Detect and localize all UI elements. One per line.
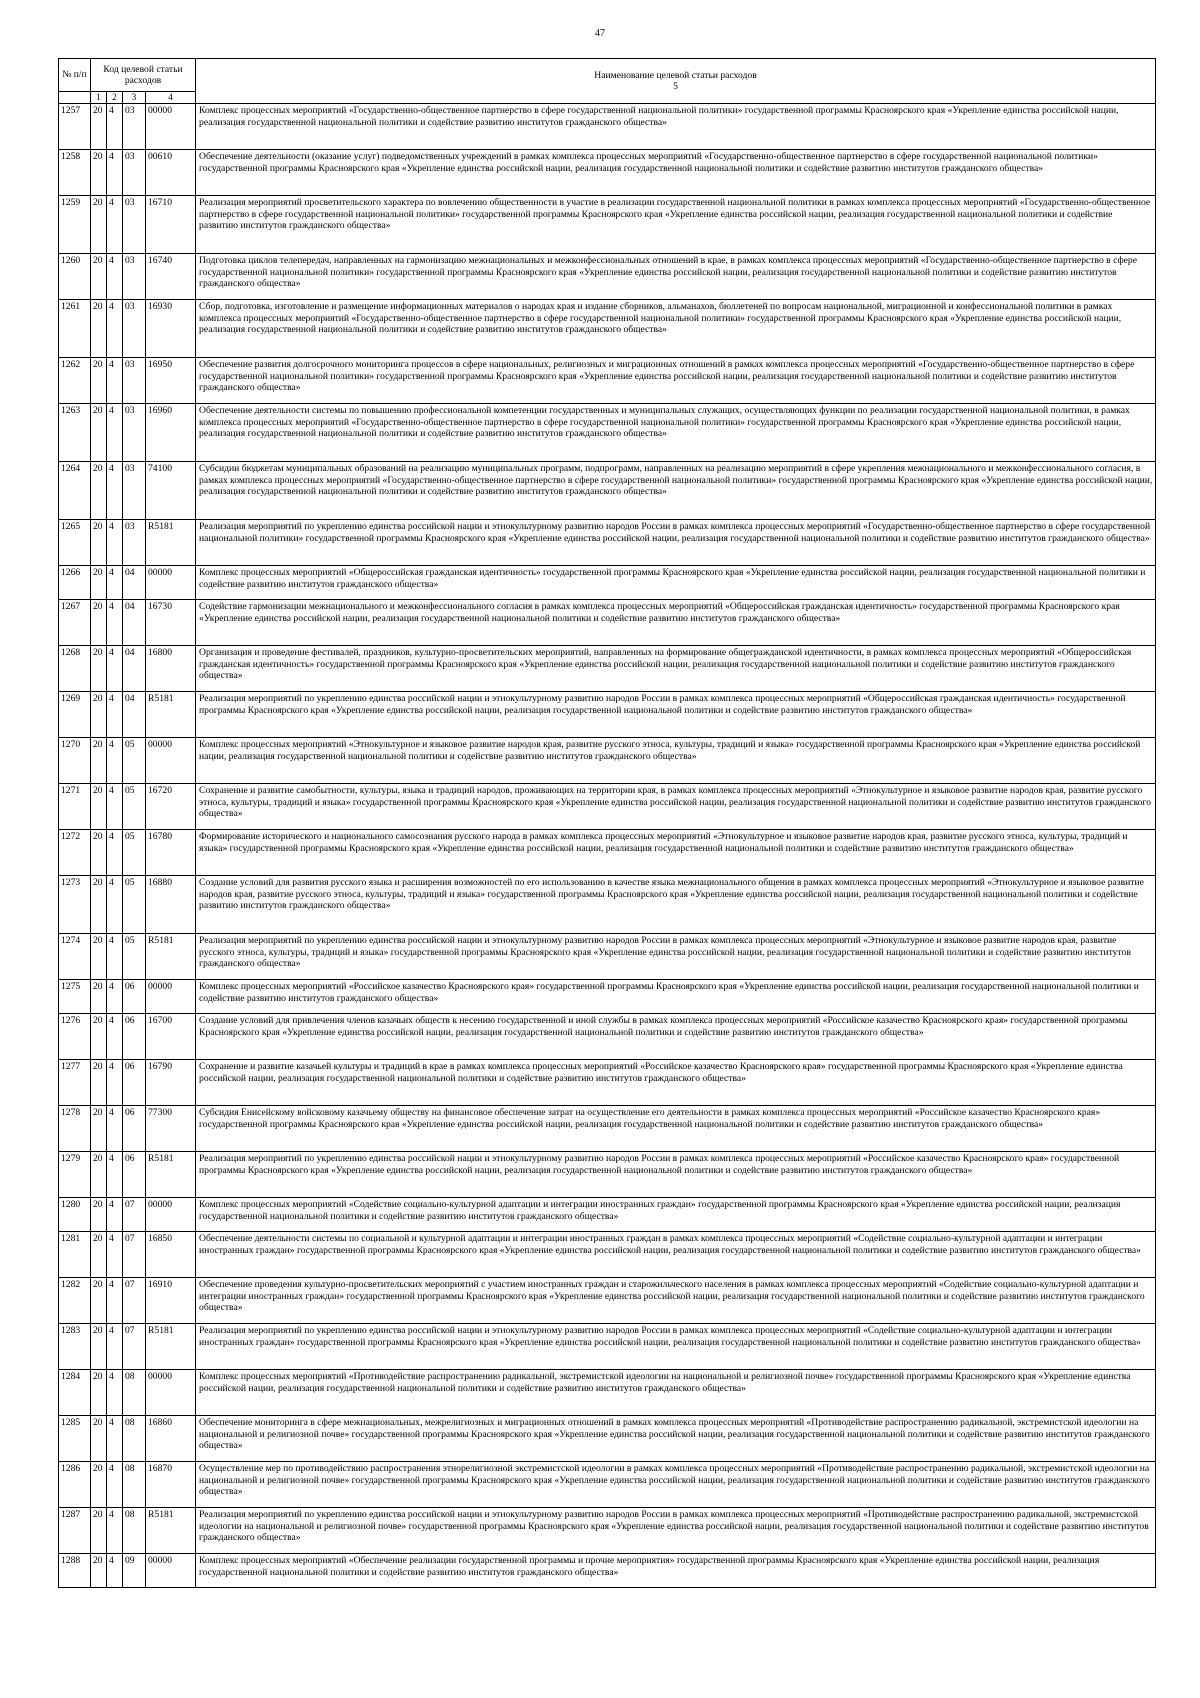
column-header-name <box>196 59 1156 104</box>
row-number: 1276 <box>59 1014 91 1060</box>
table-row <box>59 404 1156 462</box>
code-part-3: 07 <box>123 1198 146 1232</box>
row-number: 1278 <box>59 1106 91 1152</box>
item-description: Реализация мероприятий по укреплению единства российской нации и этнокультурному развитию народов России в рамках комплекса процессных мероприятий «Государственно-общественное партнерство в сфере государственной национальной политики» государственной программы Красноярского края «Укрепление единства российской нации, реализация государственной национальной политики и содействие развитию институтов гражданского общества» <box>196 520 1156 566</box>
code-part-4: 00000 <box>146 1198 196 1232</box>
code-part-2: 4 <box>107 462 123 520</box>
row-number: 1272 <box>59 830 91 876</box>
item-description: Субсидия Енисейскому войсковому казачьему обществу на финансовое обеспечение затрат на осуществление его деятельности в рамках комплекса процессных мероприятий «Российское казачество Красноярского края» государственной программы Красноярского края «Укрепление единства российской нации, реализация государственной национальной политики и содействие развитию институтов гражданского общества» <box>196 1106 1156 1152</box>
code-part-2: 4 <box>107 1508 123 1554</box>
code-part-1: 20 <box>91 1152 107 1198</box>
code-part-3: 05 <box>123 784 146 830</box>
column-number-4: 4 <box>146 92 196 104</box>
table-row <box>59 1370 1156 1416</box>
row-number: 1281 <box>59 1232 91 1278</box>
code-part-3: 03 <box>123 462 146 520</box>
column-header-code: Код целевой статьи расходов <box>91 59 196 92</box>
code-part-4: R5181 <box>146 1152 196 1198</box>
code-part-3: 04 <box>123 600 146 646</box>
code-part-3: 05 <box>123 876 146 934</box>
code-part-1: 20 <box>91 1060 107 1106</box>
code-part-1: 20 <box>91 1508 107 1554</box>
row-number: 1267 <box>59 600 91 646</box>
table-header-row <box>59 59 1156 92</box>
code-part-3: 08 <box>123 1416 146 1462</box>
code-part-4: 16930 <box>146 300 196 358</box>
column-number-2: 2 <box>107 92 123 104</box>
code-part-1: 20 <box>91 566 107 600</box>
code-part-1: 20 <box>91 520 107 566</box>
code-part-4: 16700 <box>146 1014 196 1060</box>
code-part-3: 05 <box>123 830 146 876</box>
table-row <box>59 358 1156 404</box>
table-row <box>59 254 1156 300</box>
row-number: 1260 <box>59 254 91 300</box>
item-description: Реализация мероприятий по укреплению единства российской нации и этнокультурному развитию народов России в рамках комплекса процессных мероприятий «Российское казачество Красноярского края» государственной программы Красноярского края «Укрепление единства российской нации, реализация государственной национальной политики и содействие развитию институтов гражданского общества» <box>196 1152 1156 1198</box>
column-header-number: № п/п <box>59 59 91 92</box>
code-part-3: 06 <box>123 1060 146 1106</box>
code-part-1: 20 <box>91 404 107 462</box>
row-number: 1268 <box>59 646 91 692</box>
code-part-4: R5181 <box>146 1508 196 1554</box>
row-number: 1262 <box>59 358 91 404</box>
code-part-4: 16710 <box>146 196 196 254</box>
code-part-4: 16850 <box>146 1232 196 1278</box>
code-part-1: 20 <box>91 738 107 784</box>
row-number: 1283 <box>59 1324 91 1370</box>
code-part-4: 00000 <box>146 104 196 150</box>
row-number: 1274 <box>59 934 91 980</box>
row-number: 1277 <box>59 1060 91 1106</box>
code-part-1: 20 <box>91 692 107 738</box>
item-description: Создание условий для привлечения членов казачьих обществ к несению государственной и иной службы в рамках комплекса процессных мероприятий «Российское казачество Красноярского края» государственной программы Красноярского края «Укрепление единства российской нации, реализация государственной национальной политики и содействие развитию институтов гражданского общества» <box>196 1014 1156 1060</box>
code-part-1: 20 <box>91 1324 107 1370</box>
item-description: Обеспечение деятельности системы по повышению профессиональной компетенции государственных и муниципальных служащих, осуществляющих функции по реализации государственной национальной политики, в рамках комплекса процессных мероприятий «Государственно-общественное партнерство в сфере государственной национальной политики» государственной программы Красноярского края «Укрепление единства российской нации, реализация государственной национальной политики и содействие развитию институтов гражданского общества» <box>196 404 1156 462</box>
code-part-3: 05 <box>123 934 146 980</box>
table-row <box>59 1554 1156 1588</box>
page-number: 47 <box>595 28 605 39</box>
code-part-2: 4 <box>107 104 123 150</box>
column-number-5: 5 <box>673 81 678 92</box>
code-part-1: 20 <box>91 1198 107 1232</box>
code-part-1: 20 <box>91 358 107 404</box>
code-part-1: 20 <box>91 1416 107 1462</box>
item-description: Обеспечение развития долгосрочного мониторинга процессов в сфере национальных, религиозных и миграционных отношений в рамках комплекса процессных мероприятий «Государственно-общественное партнерство в сфере государственной национальной политики» государственной программы Красноярского края «Укрепление единства российской нации, реализация государственной национальной политики и содействие развитию институтов гражданского общества» <box>196 358 1156 404</box>
table-row <box>59 980 1156 1014</box>
code-part-3: 06 <box>123 980 146 1014</box>
row-number: 1273 <box>59 876 91 934</box>
code-part-1: 20 <box>91 646 107 692</box>
code-part-3: 07 <box>123 1232 146 1278</box>
code-part-1: 20 <box>91 254 107 300</box>
table-row <box>59 1106 1156 1152</box>
item-description: Обеспечение мониторинга в сфере межнациональных, межрелигиозных и миграционных отношений в рамках комплекса процессных мероприятий «Противодействие распространению радикальной, экстремистской идеологии на национальной и религиозной почве» государственной программы Красноярского края «Укрепление единства российской нации, реализация государственной национальной политики и содействие развитию институтов гражданского общества» <box>196 1416 1156 1462</box>
column-number-3: 3 <box>123 92 146 104</box>
code-part-4: 00000 <box>146 1370 196 1416</box>
table-body <box>59 104 1156 1588</box>
code-part-2: 4 <box>107 150 123 196</box>
code-part-2: 4 <box>107 934 123 980</box>
code-part-2: 4 <box>107 646 123 692</box>
item-description: Создание условий для развития русского языка и расширения возможностей по его использованию в качестве языка межнационального общения в рамках комплекса процессных мероприятий «Этнокультурное и языковое развитие народов края, развитие русского этноса, культуры, традиций и языка» государственной программы Красноярского края «Укрепление единства российской нации, реализация государственной национальной политики и содействие развитию институтов гражданского общества» <box>196 876 1156 934</box>
code-part-2: 4 <box>107 600 123 646</box>
code-part-2: 4 <box>107 830 123 876</box>
code-part-3: 07 <box>123 1278 146 1324</box>
row-number: 1286 <box>59 1462 91 1508</box>
row-number: 1265 <box>59 520 91 566</box>
code-part-3: 08 <box>123 1370 146 1416</box>
table-row <box>59 1014 1156 1060</box>
code-part-3: 04 <box>123 566 146 600</box>
code-part-1: 20 <box>91 1106 107 1152</box>
code-part-2: 4 <box>107 1014 123 1060</box>
table-row <box>59 738 1156 784</box>
code-part-2: 4 <box>107 196 123 254</box>
table-row <box>59 1508 1156 1554</box>
code-part-2: 4 <box>107 300 123 358</box>
code-part-1: 20 <box>91 300 107 358</box>
code-part-4: 16740 <box>146 254 196 300</box>
code-part-2: 4 <box>107 692 123 738</box>
table-row <box>59 692 1156 738</box>
item-description: Обеспечение проведения культурно-просветительских мероприятий с участием иностранных граждан и старожильческого населения в рамках комплекса процессных мероприятий «Содействие социально-культурной адаптации и интеграции иностранных граждан» государственной программы Красноярского края «Укрепление единства российской нации, реализация государственной национальной политики и содействие развитию институтов гражданского общества» <box>196 1278 1156 1324</box>
code-part-3: 06 <box>123 1106 146 1152</box>
code-part-3: 03 <box>123 254 146 300</box>
table-row <box>59 300 1156 358</box>
code-part-2: 4 <box>107 520 123 566</box>
table-row <box>59 150 1156 196</box>
code-part-4: 00000 <box>146 566 196 600</box>
code-part-3: 07 <box>123 1324 146 1370</box>
code-part-2: 4 <box>107 404 123 462</box>
code-part-2: 4 <box>107 1106 123 1152</box>
code-part-4: 16950 <box>146 358 196 404</box>
table-row <box>59 520 1156 566</box>
code-part-1: 20 <box>91 1278 107 1324</box>
code-part-2: 4 <box>107 980 123 1014</box>
item-description: Реализация мероприятий по укреплению единства российской нации и этнокультурному развитию народов России в рамках комплекса процессных мероприятий «Содействие социально-культурной адаптации и интеграции иностранных граждан» государственной программы Красноярского края «Укрепление единства российской нации, реализация государственной национальной политики и содействие развитию институтов гражданского общества» <box>196 1324 1156 1370</box>
code-part-2: 4 <box>107 1060 123 1106</box>
item-description: Комплекс процессных мероприятий «Обеспечение реализации государственной программы и прочие мероприятия» государственной программы Красноярского края «Укрепление единства российской нации, реализация государственной национальной политики и содействие развитию институтов гражданского общества» <box>196 1554 1156 1588</box>
code-part-4: 74100 <box>146 462 196 520</box>
code-part-1: 20 <box>91 1370 107 1416</box>
code-part-3: 03 <box>123 358 146 404</box>
code-part-1: 20 <box>91 934 107 980</box>
item-description: Обеспечение деятельности (оказание услуг) подведомственных учреждений в рамках комплекса процессных мероприятий «Государственно-общественное партнерство в сфере государственной национальной политики» государственной программы Красноярского края «Укрепление единства российской нации, реализация государственной национальной политики и содействие развитию институтов гражданского общества» <box>196 150 1156 196</box>
code-part-1: 20 <box>91 1462 107 1508</box>
row-number: 1282 <box>59 1278 91 1324</box>
code-part-4: 00000 <box>146 738 196 784</box>
code-part-1: 20 <box>91 784 107 830</box>
row-number: 1271 <box>59 784 91 830</box>
code-part-4: 16780 <box>146 830 196 876</box>
row-number: 1270 <box>59 738 91 784</box>
item-description: Сбор, подготовка, изготовление и размещение информационных материалов о народах края и издание сборников, альманахов, бюллетеней по вопросам национальной, миграционной и конфессиональной политики в рамках комплекса процессных мероприятий «Государственно-общественное партнерство в сфере государственной национальной политики» государственной программы Красноярского края «Укрепление единства российской нации, реализация государственной национальной политики и содействие развитию институтов гражданского общества» <box>196 300 1156 358</box>
code-part-3: 05 <box>123 738 146 784</box>
code-part-1: 20 <box>91 876 107 934</box>
table-row <box>59 784 1156 830</box>
code-part-2: 4 <box>107 1198 123 1232</box>
row-number: 1259 <box>59 196 91 254</box>
table-row <box>59 1324 1156 1370</box>
table-row <box>59 646 1156 692</box>
code-part-4: 16910 <box>146 1278 196 1324</box>
code-part-1: 20 <box>91 1014 107 1060</box>
code-part-2: 4 <box>107 1324 123 1370</box>
table-row <box>59 1060 1156 1106</box>
code-part-4: 16720 <box>146 784 196 830</box>
item-description: Комплекс процессных мероприятий «Общероссийская гражданская идентичность» государственной программы Красноярского края «Укрепление единства российской нации, реализация государственной национальной политики и содействие развитию институтов гражданского общества» <box>196 566 1156 600</box>
code-part-3: 04 <box>123 692 146 738</box>
item-description: Комплекс процессных мероприятий «Противодействие распространению радикальной, экстремистской идеологии на национальной и религиозной почве» государственной программы Красноярского края «Укрепление единства российской нации, реализация государственной национальной политики и содействие развитию институтов гражданского общества» <box>196 1370 1156 1416</box>
code-part-2: 4 <box>107 738 123 784</box>
row-number: 1263 <box>59 404 91 462</box>
code-part-4: 00000 <box>146 1554 196 1588</box>
code-part-4: 77300 <box>146 1106 196 1152</box>
item-description: Сохранение и развитие самобытности, культуры, языка и традиций народов, проживающих на территории края, в рамках комплекса процессных мероприятий «Этнокультурное и языковое развитие народов края, развитие русского этноса, культуры, традиций и языка» государственной программы Красноярского края «Укрепление единства российской нации, реализация государственной национальной политики и содействие развитию институтов гражданского общества» <box>196 784 1156 830</box>
column-number-1: 1 <box>91 92 107 104</box>
item-description: Комплекс процессных мероприятий «Государственно-общественное партнерство в сфере государственной национальной политики» государственной программы Красноярского края «Укрепление единства российской нации, реализация государственной национальной политики и содействие развитию институтов гражданского общества» <box>196 104 1156 150</box>
code-part-4: 16960 <box>146 404 196 462</box>
code-part-2: 4 <box>107 1278 123 1324</box>
item-description: Подготовка циклов телепередач, направленных на гармонизацию межнациональных и межконфессиональных отношений в крае, в рамках комплекса процессных мероприятий «Государственно-общественное партнерство в сфере государственной национальной политики» государственной программы Красноярского края «Укрепление единства российской нации, реализация государственной национальной политики и содействие развитию институтов гражданского общества» <box>196 254 1156 300</box>
code-part-1: 20 <box>91 196 107 254</box>
table-row <box>59 1232 1156 1278</box>
table-row <box>59 1416 1156 1462</box>
item-description: Реализация мероприятий по укреплению единства российской нации и этнокультурному развитию народов России в рамках комплекса процессных мероприятий «Общероссийская гражданская идентичность» государственной программы Красноярского края «Укрепление единства российской нации, реализация государственной национальной политики и содействие развитию институтов гражданского общества» <box>196 692 1156 738</box>
code-part-3: 03 <box>123 196 146 254</box>
table-row <box>59 1152 1156 1198</box>
table-row <box>59 600 1156 646</box>
code-part-2: 4 <box>107 1370 123 1416</box>
item-description: Обеспечение деятельности системы по социальной и культурной адаптации и интеграции иностранных граждан в рамках комплекса процессных мероприятий «Содействие социально-культурной адаптации и интеграции иностранных граждан» государственной программы Красноярского края «Укрепление единства российской нации, реализация государственной национальной политики и содействие развитию институтов гражданского общества» <box>196 1232 1156 1278</box>
code-part-4: 00610 <box>146 150 196 196</box>
item-description: Осуществление мер по противодействию распространения этнорелигиозной экстремистской идеологии в рамках комплекса процессных мероприятий «Противодействие распространению радикальной, экстремистской идеологии на национальной и религиозной почве» государственной программы Красноярского края «Укрепление единства российской нации, реализация государственной национальной политики и содействие развитию институтов гражданского общества» <box>196 1462 1156 1508</box>
code-part-1: 20 <box>91 830 107 876</box>
code-part-2: 4 <box>107 1232 123 1278</box>
row-number: 1285 <box>59 1416 91 1462</box>
code-part-4: 00000 <box>146 980 196 1014</box>
column-header-name-text: Наименование целевой статьи расходов <box>594 69 757 81</box>
row-number: 1279 <box>59 1152 91 1198</box>
code-part-2: 4 <box>107 1554 123 1588</box>
code-part-3: 03 <box>123 404 146 462</box>
code-part-3: 06 <box>123 1014 146 1060</box>
item-description: Реализация мероприятий по укреплению единства российской нации и этнокультурному развитию народов России в рамках комплекса процессных мероприятий «Этнокультурное и языковое развитие народов края, развитие русского этноса, культуры, традиций и языка» государственной программы Красноярского края «Укрепление единства российской нации, реализация государственной национальной политики и содействие развитию институтов гражданского общества» <box>196 934 1156 980</box>
code-part-4: 16880 <box>146 876 196 934</box>
code-part-3: 08 <box>123 1508 146 1554</box>
code-part-3: 08 <box>123 1462 146 1508</box>
item-description: Субсидии бюджетам муниципальных образований на реализацию муниципальных программ, подпрограмм, направленных на реализацию мероприятий в сфере укрепления межнационального и межконфессионального согласия, в рамках комплекса процессных мероприятий «Государственно-общественное партнерство в сфере государственной национальной политики» государственной программы Красноярского края «Укрепление единства российской нации, реализация государственной национальной политики и содействие развитию институтов гражданского общества» <box>196 462 1156 520</box>
code-part-3: 04 <box>123 646 146 692</box>
code-part-1: 20 <box>91 1232 107 1278</box>
code-part-3: 03 <box>123 300 146 358</box>
code-part-4: R5181 <box>146 1324 196 1370</box>
item-description: Комплекс процессных мероприятий «Содействие социально-культурной адаптации и интеграции иностранных граждан» государственной программы Красноярского края «Укрепление единства российской нации, реализация государственной национальной политики и содействие развитию институтов гражданского общества» <box>196 1198 1156 1232</box>
item-description: Содействие гармонизации межнационального и межконфессионального согласия в рамках комплекса процессных мероприятий «Общероссийская гражданская идентичность» государственной программы Красноярского края «Укрепление единства российской нации, реализация государственной национальной политики и содействие развитию институтов гражданского общества» <box>196 600 1156 646</box>
code-part-2: 4 <box>107 358 123 404</box>
code-part-1: 20 <box>91 104 107 150</box>
code-part-4: 16860 <box>146 1416 196 1462</box>
code-part-2: 4 <box>107 1152 123 1198</box>
code-part-2: 4 <box>107 254 123 300</box>
code-part-1: 20 <box>91 150 107 196</box>
table-row <box>59 566 1156 600</box>
row-number: 1275 <box>59 980 91 1014</box>
code-part-4: 16790 <box>146 1060 196 1106</box>
code-part-4: R5181 <box>146 934 196 980</box>
table-row <box>59 1462 1156 1508</box>
code-part-3: 03 <box>123 104 146 150</box>
row-number: 1284 <box>59 1370 91 1416</box>
code-part-1: 20 <box>91 980 107 1014</box>
row-number: 1266 <box>59 566 91 600</box>
row-number: 1287 <box>59 1508 91 1554</box>
table-row <box>59 876 1156 934</box>
item-description: Реализация мероприятий по укреплению единства российской нации и этнокультурному развитию народов России в рамках комплекса процессных мероприятий «Противодействие распространению радикальной, экстремистской идеологии на национальной и религиозной почве» государственной программы Красноярского края «Укрепление единства российской нации, реализация государственной национальной политики и содействие развитию институтов гражданского общества» <box>196 1508 1156 1554</box>
code-part-2: 4 <box>107 1416 123 1462</box>
row-number: 1264 <box>59 462 91 520</box>
code-part-4: R5181 <box>146 692 196 738</box>
code-part-4: 16870 <box>146 1462 196 1508</box>
row-number: 1288 <box>59 1554 91 1588</box>
item-description: Сохранение и развитие казачьей культуры и традиций в крае в рамках комплекса процессных мероприятий «Российское казачество Красноярского края» государственной программы Красноярского края «Укрепление единства российской нации, реализация государственной национальной политики и содействие развитию институтов гражданского общества» <box>196 1060 1156 1106</box>
budget-items-table <box>58 58 1156 1588</box>
code-part-4: R5181 <box>146 520 196 566</box>
table-row <box>59 462 1156 520</box>
code-part-4: 16730 <box>146 600 196 646</box>
code-part-3: 09 <box>123 1554 146 1588</box>
item-description: Реализация мероприятий просветительского характера по вовлечению общественности в участие в реализации государственной национальной политики в рамках комплекса процессных мероприятий «Государственно-общественное партнерство в сфере государственной национальной политики» государственной программы Красноярского края «Укрепление единства российской нации, реализация государственной национальной политики и содействие развитию институтов гражданского общества» <box>196 196 1156 254</box>
item-description: Комплекс процессных мероприятий «Российское казачество Красноярского края» государственной программы Красноярского края «Укрепление единства российской нации, реализация государственной национальной политики и содействие развитию институтов гражданского общества» <box>196 980 1156 1014</box>
item-description: Организация и проведение фестивалей, праздников, культурно-просветительских мероприятий, направленных на формирование общегражданской идентичности, в рамках комплекса процессных мероприятий «Общероссийская гражданская идентичность» государственной программы Красноярского края «Укрепление единства российской нации, реализация государственной национальной политики и содействие развитию институтов гражданского общества» <box>196 646 1156 692</box>
code-part-2: 4 <box>107 1462 123 1508</box>
item-description: Комплекс процессных мероприятий «Этнокультурное и языковое развитие народов края, развитие русского этноса, культуры, традиций и языка» государственной программы Красноярского края «Укрепление единства российской нации, реализация государственной национальной политики и содействие развитию институтов гражданского общества» <box>196 738 1156 784</box>
code-part-2: 4 <box>107 876 123 934</box>
code-part-3: 06 <box>123 1152 146 1198</box>
code-part-2: 4 <box>107 784 123 830</box>
code-part-1: 20 <box>91 462 107 520</box>
code-part-3: 03 <box>123 150 146 196</box>
row-number: 1269 <box>59 692 91 738</box>
table-row <box>59 830 1156 876</box>
code-part-4: 16800 <box>146 646 196 692</box>
row-number: 1280 <box>59 1198 91 1232</box>
code-part-2: 4 <box>107 566 123 600</box>
row-number: 1257 <box>59 104 91 150</box>
code-part-1: 20 <box>91 600 107 646</box>
code-part-1: 20 <box>91 1554 107 1588</box>
table-row <box>59 196 1156 254</box>
item-description: Формирование исторического и национального самосознания русского народа в рамках комплекса процессных мероприятий «Этнокультурное и языковое развитие народов края, развитие русского этноса, культуры, традиций и языка» государственной программы Красноярского края «Укрепление единства российской нации, реализация государственной национальной политики и содействие развитию институтов гражданского общества» <box>196 830 1156 876</box>
table-row <box>59 1198 1156 1232</box>
table-row <box>59 104 1156 150</box>
code-part-3: 03 <box>123 520 146 566</box>
row-number: 1261 <box>59 300 91 358</box>
column-number-blank <box>59 92 91 104</box>
row-number: 1258 <box>59 150 91 196</box>
table-row <box>59 1278 1156 1324</box>
table-row <box>59 934 1156 980</box>
